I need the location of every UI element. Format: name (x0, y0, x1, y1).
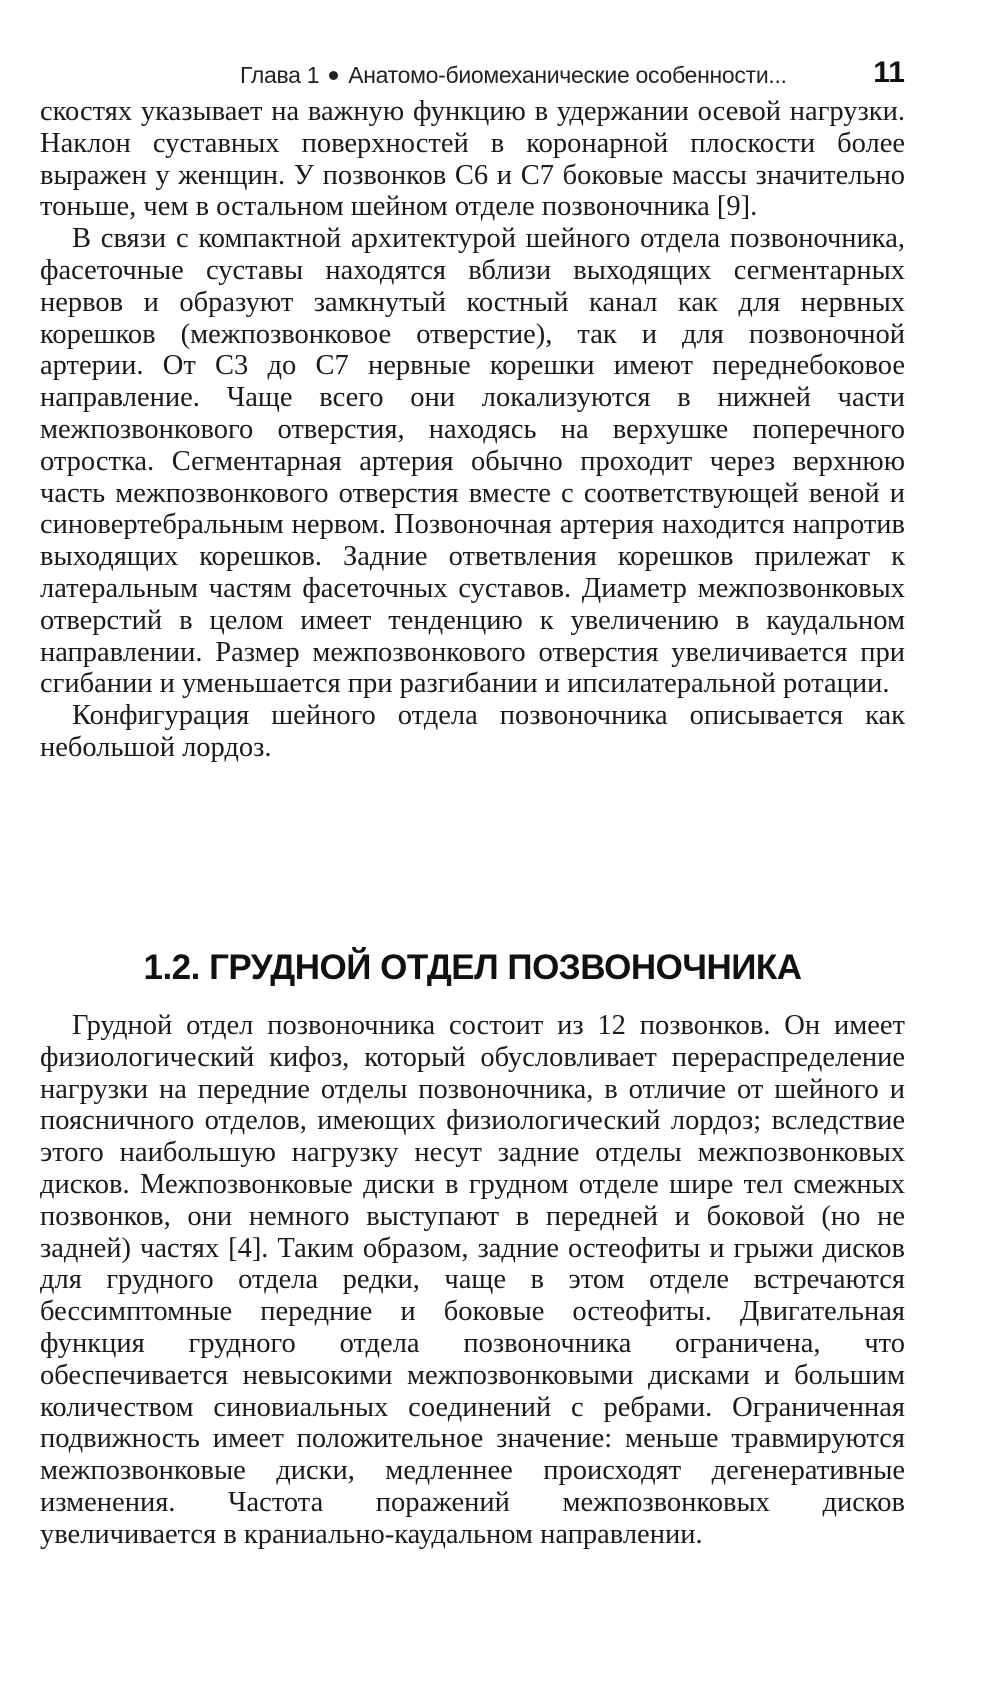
chapter-label: Глава 1 (240, 62, 320, 88)
paragraph: В связи с компактной архитектурой шейного отдела позвоночника, фасеточные суставы находятся вблизи выходящих сегментарных нервов и образуют замкнутый костный канал как для нервных корешков (межпозвонковое отверстие), так и для позвоночной артерии. От С3 до С7 нервные корешки имеют переднебоковое направление. Чаще всего они локализуются в нижней части межпозвонкового отверстия, находясь на верхушке поперечного отростка. Сегментарная артерия обычно проходит через верхнюю часть межпозвонкового отверстия вместе с соответствующей веной и синовертебральным нервом. Позвоночная артерия находится напротив выходящих корешков. Задние ответвления корешков прилежат к латеральным частям фасеточных суставов. Диаметр межпозвонковых отверстий в целом имеет тенденцию к увеличению в каудальном направлении. Размер межпозвонкового отверстия увеличивается при сгибании и уменьшается при разгибании и ипсилатеральной ротации. (40, 223, 905, 700)
paragraph: Грудной отдел позвоночника состоит из 12 позвонков. Он имеет физиологический кифоз, который обусловливает перераспределение нагрузки на передние отделы позвоночника, в отличие от шейного и поясничного отделов, имеющих физиологический лордоз; вследствие этого наибольшую нагрузку несут задние отделы межпозвонковых дисков. Межпозвонковые диски в грудном отделе шире тел смежных позвонков, они немного выступают в передней и боковой (но не задней) частях [4]. Таким образом, задние остеофиты и грыжи дисков для грудного отдела редки, чаще в этом отделе встречаются бессимптомные передние и боковые остеофиты. Двигательная функция грудного отдела позвоночника ограничена, что обеспечивается невысокими межпозвонковыми дисками и большим количеством синовиальных соединений с ребрами. Ограниченная подвижность имеет положительное значение: меньше травмируются межпозвонковые диски, медленнее происходят дегенеративные изменения. Частота поражений межпозвонковых дисков увеличивается в краниально-каудальном направлении. (40, 1010, 905, 1550)
running-header (240, 56, 905, 96)
section-2-body (40, 1010, 905, 1551)
paragraph: Конфигурация шейного отдела позвоночника описывается как небольшой лордоз. (40, 700, 905, 763)
paragraph: скостях указывает на важную функцию в удержании осевой нагрузки. Наклон суставных поверхностей в коронарной плоскости более выражен у женщин. У позвонков С6 и С7 боковые массы значительно тоньше, чем в остальном шейном отделе позвоночника [9]. (40, 96, 905, 223)
section-1-body (40, 96, 905, 764)
bullet-separator-icon (329, 71, 338, 80)
running-title (240, 62, 787, 89)
page-number: 11 (873, 56, 905, 89)
section-heading: 1.2. ГРУДНОЙ ОТДЕЛ ПОЗВОНОЧНИКА (143, 948, 802, 987)
chapter-title: Анатомо-биомеханические особенности... (348, 62, 787, 88)
